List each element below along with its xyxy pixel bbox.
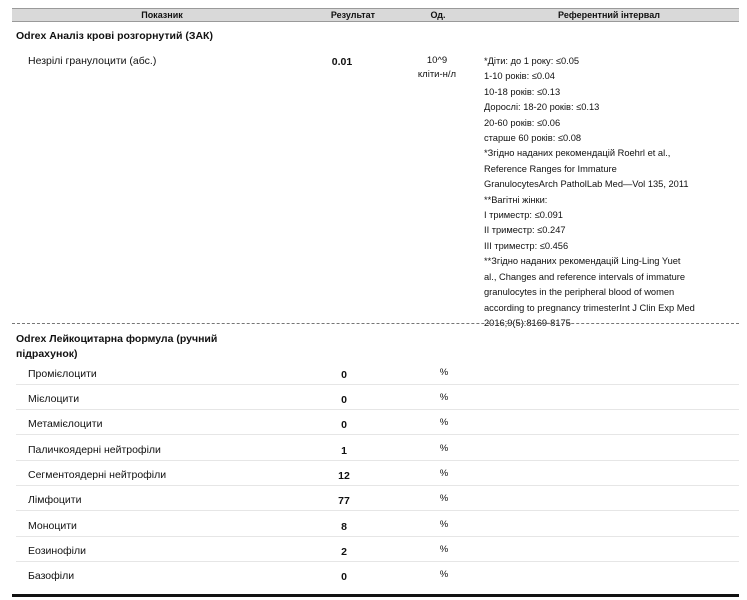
reference-line: Reference Ranges for Immature — [484, 163, 617, 174]
row-value: 1 — [341, 445, 347, 457]
reference-line: granulocytes in the peripheral blood of women — [484, 287, 675, 298]
immature-granulocytes-unit-line2: кліти-н/л — [417, 69, 457, 80]
row-unit: % — [439, 493, 449, 504]
reference-line: **Згідно наданих рекомендацій Ling-Ling Yuet — [484, 256, 681, 267]
immature-granulocytes-label: Незрілі гранулоцити (абс.) — [28, 55, 157, 67]
row-value: 77 — [338, 495, 350, 507]
row-value: 12 — [338, 470, 350, 482]
row-value: 0 — [341, 394, 347, 406]
header-indicator: Показник — [141, 10, 183, 20]
row-label: Метамієлоцити — [28, 418, 103, 430]
row-unit: % — [439, 443, 449, 454]
row-value: 2 — [341, 546, 347, 558]
header-reference: Референтний інтервал — [558, 10, 660, 20]
row-unit: % — [439, 417, 449, 428]
reference-line: 1-10 років: ≤0.04 — [484, 71, 555, 82]
table-row — [16, 516, 739, 537]
immature-granulocytes-value: 0.01 — [331, 56, 353, 68]
differential-section-title-line2: підрахунок) — [16, 348, 78, 360]
reference-line: Дорослі: 18-20 років: ≤0.13 — [484, 102, 600, 113]
reference-line: старше 60 років: ≤0.08 — [484, 133, 582, 144]
reference-line: according to pregnancy trimesterInt J Clin Exp Med — [484, 302, 695, 313]
table-row — [16, 490, 739, 511]
cbc-section-title: Odrex Аналіз крові розгорнутий (ЗАК) — [16, 30, 213, 42]
row-label: Базофіли — [28, 570, 75, 582]
row-label: Моноцити — [28, 520, 77, 532]
immature-granulocytes-unit-line1: 10^9 — [426, 55, 448, 66]
table-row — [16, 465, 739, 486]
row-value: 8 — [341, 521, 347, 533]
reference-line: GranulocytesArch PatholLab Med—Vol 135, 2011 — [484, 179, 689, 190]
reference-line: II триместр: ≤0.247 — [484, 225, 566, 236]
row-label: Сегментоядерні нейтрофіли — [28, 469, 167, 481]
row-value: 0 — [341, 571, 347, 583]
reference-line: 2016;9(5):8169-8175 — [484, 317, 571, 328]
reference-line: III триместр: ≤0.456 — [484, 240, 569, 251]
table-row — [16, 566, 739, 586]
differential-section-title-line1: Odrex Лейкоцитарна формула (ручний — [16, 333, 218, 345]
row-value: 0 — [341, 369, 347, 381]
row-unit: % — [439, 569, 449, 580]
row-unit: % — [439, 544, 449, 555]
header-unit: Од. — [430, 10, 446, 20]
bottom-rule — [12, 594, 739, 597]
section-divider — [12, 323, 739, 324]
table-row — [16, 440, 739, 461]
row-unit: % — [439, 468, 449, 479]
table-header — [12, 8, 739, 22]
reference-line: 20-60 років: ≤0.06 — [484, 117, 561, 128]
reference-line: **Вагітні жінки: — [484, 194, 548, 205]
row-unit: % — [439, 392, 449, 403]
row-label: Еозинофіли — [28, 545, 87, 557]
table-row — [16, 541, 739, 562]
row-unit: % — [439, 519, 449, 530]
table-row — [16, 414, 739, 435]
reference-line: al., Changes and reference intervals of immature — [484, 271, 686, 282]
row-value: 0 — [341, 419, 347, 431]
row-label: Промієлоцити — [28, 368, 97, 380]
table-row — [16, 389, 739, 410]
row-label: Паличкоядерні нейтрофіли — [28, 444, 161, 456]
reference-interval-text — [484, 54, 734, 331]
reference-line: *Діти: до 1 року: ≤0.05 — [484, 56, 580, 66]
reference-line: *Згідно наданих рекомендацій Roehrl et al., — [484, 148, 671, 159]
reference-line: 10-18 років: ≤0.13 — [484, 86, 561, 97]
table-row — [16, 364, 739, 385]
reference-line: I триместр: ≤0.091 — [484, 210, 563, 221]
row-unit: % — [439, 367, 449, 378]
header-result: Результат — [330, 10, 376, 20]
row-label: Лімфоцити — [28, 494, 82, 506]
row-label: Мієлоцити — [28, 393, 80, 405]
